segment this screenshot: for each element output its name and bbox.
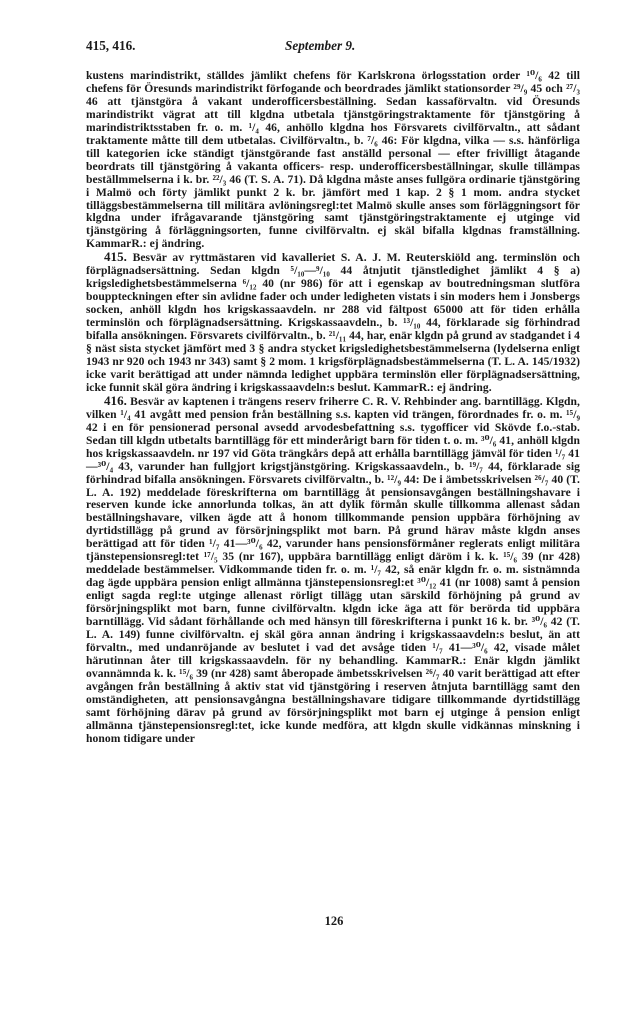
- page-footer: [0, 914, 624, 929]
- page-number: 126: [324, 914, 344, 928]
- page-header: [86, 38, 580, 58]
- paragraph-text: kustens marindistrikt, ställdes jämlikt chefens för Karlskrona örlogsstation order ¹⁰/₆ 42 till chefens för Öresunds marindistrikt förfogande och beordrades jämlikt stationsorder ²⁹/₉ 45 och ²⁷/₃ 46 att tjänstgöra å vakant underofficersbeställning. Sedan kassaförvaltn. vid Öresunds marindistrikt vägrat att till klgdna utbetala tjänstgöringstraktamente för tjänstgöring å marindistriktsstaben fr. o. m. ¹/₄ 46, anhöllo klgdna hos Försvarets civilförvaltn., att sådant traktamente måtte till dem utbetalas. Civilförvaltn., b. ⁷/₆ 46: För klgdna, vilka — s.s. hänförliga till kategorien icke ständigt tjänstgörande fast anställd personal — efter frivilligt åtagande beordrats till tjänstgöring å vakanta officers- resp. underofficersbeställningar, skulle tillämpas beställmmelserna i k. br. ²²/₃ 46 (T. S. A. 71). Då klgdna måste anses fullgöra ordinarie tjänstgöring i Malmö och förty jämlikt punkt 2 k. br. jämfört med 1 kap. 2 § 1 mom. andra stycket tilläggsbestämmelserna till militära avlöningsregl:tet Malmö skulle anses som förläggningsort för klgdna under ifrågavarande tjänstgöring samt tjänstgöringstraktamente ej utginge vid tjänstgöring å förläggningsorten, funne civilförvaltn. ej skäl bifalla klgdnas framställning. KammarR.: ej ändring.: [86, 69, 580, 251]
- document-page: [86, 38, 580, 746]
- paragraph-text: Besvär av ryttmästaren vid kavalleriet S. A. J. M. Reuterskiöld ang. terminslön och förplägnadsersättning. Sedan klgdn ⁵/₁₀—⁹/₁₀ 44 åtnjutit tjänstledighet jämlikt 4 § a) krigsledighetsbestämmelserna ⁶/₁₂ 40 (nr 986) för att i egenskap av boutredningsman slutföra bouppteckningen efter sin avlidne fader och under ledigheten vistats i sin moders hem i Jonsbergs socken, anhöll klgdn hos krigskassaavdeln. nr 288 vid fältpost 65000 att för tiden erhålla terminslön och förplägnadsersättning. Krigskassaavdeln., b. ¹³/₁₀ 44, förklarade sig förhindrad bifalla ansökningen. Försvarets civilförvaltn., b. ²¹/₁₁ 44, har, enär klgdn på grund av stadgandet i 4 § näst sista stycket jämfört med 3 § andra stycket krigsledighetsbestämmelserna (lydelserna enligt 1943 nr 920 och 1943 nr 343) samt § 2 mom. 1 krigsförplägnadsbestämmelserna (T. L. A. 145/1932) icke varit berättigad att under nämnda ledighet uppbära terminslön eller förplägnadsersättning, icke funnit skäl göra ändring i krigskassaavdeln:s beslut. KammarR.: ej ändring.: [86, 251, 580, 394]
- section-number: 415.: [104, 249, 127, 265]
- paragraph-text: Besvär av kaptenen i trängens reserv friherre C. R. V. Rehbinder ang. barntillägg. Klgdn, vilken ¹/₄ 41 avgått med pension från beställning s.s. kapten vid trängen, förordnades fr. o. m. ¹⁵/₉ 42 i en för pensionerad personal avsedd arvodesbefattning s.s. tygofficer vid Skövde f.o.-stab. Sedan till klgdn utbetalts barntillägg för ett minderårigt barn för tiden t. o. m. ³⁰/₆ 41, anhöll klgdn hos krigskassaavdeln. nr 197 vid Göta trängkårs depå att erhålla barntillägg jämväl för tiden ¹/₇ 41—³⁰/₄ 43, varunder han fullgjort krigstjänstgöring. Krigskassaavdeln., b. ¹⁹/₇ 44, förklarade sig förhindrad bifalla ansökningen. Försvarets civilförvaltn., b. ¹²/₉ 44: De i ämbetsskrivelsen ²⁶/₇ 40 (T. L. A. 192) meddelade föreskrifterna om barntillägg åt pensionsavgången beställningshavare i reserven kunde icke annorlunda tolkas, än att dylik förmån skulle tillkomma allenast sådan beställningshavare, vilken ägde att å honom tillkommande pension uppbära förhöjning av dyrtidstillägg på grund av försörjningsplikt mot barn. På grund härav måste klgdn anses berättigad att för tiden ¹/₇ 41—³⁰/₆ 42, varunder hans pensionsförmåner reglerats enligt militära tjänstepensionsregl:tet ¹⁷/₅ 35 (nr 167), uppbära barntillägg enligt däröm i k. k. ¹⁵/₆ 39 (nr 428) meddelade bestämmelser. Vidkommande tiden fr. o. m. ¹/₇ 42, så enär klgdn fr. o. m. sistnämnda dag ägde uppbära pension enligt allmänna tjänstepensionsregl:et ³⁰/₁₂ 41 (nr 1008) samt å pension enligt sagda regl:te utginge allenast rörligt tillägg utan särskild förhöjning på grund av försörjningsplikt mot barn, funne civilförvaltn. klgdn icke äga att för berörda tid uppbära barntillägg. Vid sådant förhållande och med hänsyn till föreskrifterna i punkt 16 k. br. ³⁰/₆ 42 (T. L. A. 149) funne civilförvaltn. ej skäl göra annan ändring i krigskassaavdeln:s beslut, än att förvaltn., med undanröjande av beslutet i vad det avsåge tiden ¹/₇ 41—³⁰/₆ 42, visade målet härutinnan åter till krigskassaavdeln. för ny behandling. KammarR.: Enär klgdn jämlikt ovannämnda k. k. ¹⁵/₆ 39 (nr 428) samt åberopade ämbetsskrivelsen ²⁶/₇ 40 varit berättigad att efter avgången från beställning å aktiv stat vid tjänstgöring i reserven åtnjuta barntillägg samt den omständigheten, att pensionsavgångna beställningshavare tidigare tillkommande dyrtidstillägg samt förhöjning därav på grund av försörjningsplikt mot barn ej utginge å pension enligt allmänna tjänstepensionsregl:tet, icke kunde medföra, att klgdn skulle vidkännas minskning i honom tidigare under: [86, 394, 580, 745]
- page-body: [86, 70, 580, 746]
- paragraph-section-416: [86, 392, 580, 746]
- paragraph-section-415: [86, 251, 580, 394]
- section-number: 416.: [104, 392, 127, 408]
- paragraph-continuation: [86, 70, 580, 251]
- header-date-title: September 9.: [285, 38, 356, 53]
- header-section-numbers: 415, 416.: [86, 38, 136, 53]
